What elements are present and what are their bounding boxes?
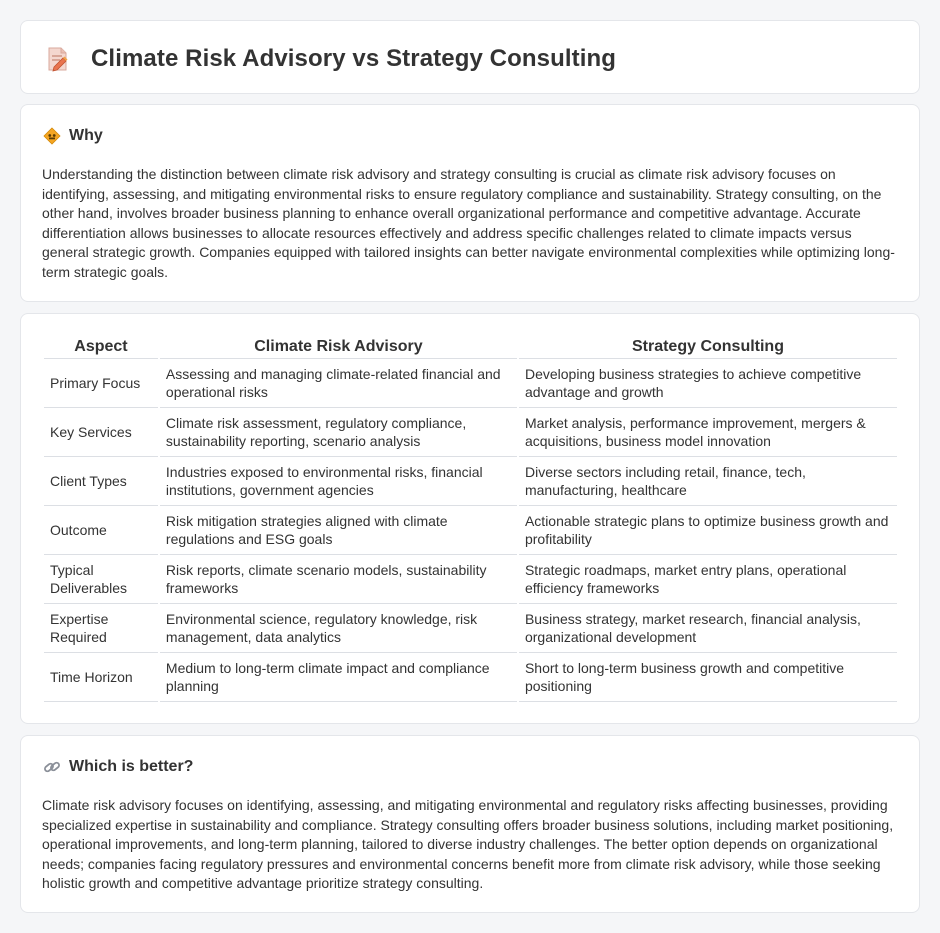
climate-risk-cell: Assessing and managing climate-related financial and operational risks [160, 359, 517, 408]
climate-risk-cell: Risk reports, climate scenario models, sustainability frameworks [160, 555, 517, 604]
header-aspect: Aspect [44, 334, 158, 359]
document-pencil-icon [43, 45, 71, 73]
table-row [44, 506, 897, 555]
aspect-cell: Expertise Required [44, 604, 158, 653]
why-text: Understanding the distinction between climate risk advisory and strategy consulting is crucial as climate risk advisory focuses on identifying, assessing, and mitigating environmental risks to ensure regulatory compliance and sustainability. Strategy consulting, on the other hand, involves broader business planning to enhance overall organizational performance and competitive advantage. Accurate differentiation allows businesses to allocate resources effectively and address specific challenges related to climate impacts versus general strategic growth. Companies equipped with tailored insights can better navigate environmental complexities while optimizing long-term strategic goals. [42, 166, 895, 280]
climate-risk-cell: Environmental science, regulatory knowledge, risk management, data analytics [160, 604, 517, 653]
warning-sign-icon [43, 127, 61, 145]
page-title: Climate Risk Advisory vs Strategy Consulting [91, 45, 616, 72]
why-card [20, 104, 920, 302]
climate-risk-cell: Risk mitigation strategies aligned with climate regulations and ESG goals [160, 506, 517, 555]
strategy-cell: Strategic roadmaps, market entry plans, operational efficiency frameworks [519, 555, 897, 604]
strategy-cell: Developing business strategies to achieve competitive advantage and growth [519, 359, 897, 408]
strategy-cell: Short to long-term business growth and competitive positioning [519, 653, 897, 702]
table-row [44, 555, 897, 604]
comparison-table-card [20, 313, 920, 724]
better-heading-row [43, 758, 193, 776]
climate-risk-cell: Industries exposed to environmental risks, financial institutions, government agencies [160, 457, 517, 506]
link-icon [43, 758, 61, 776]
better-text: Climate risk advisory focuses on identifying, assessing, and mitigating environmental and regulatory risks affecting businesses, providing specialized expertise in sustainability and compliance. Strategy consulting offers broader business solutions, including market positioning, operational improvements, and long-term planning, tailored to diverse industry challenges. The better option depends on organizational needs; companies facing regulatory pressures and environmental concerns benefit more from climate risk advisory, while those seeking holistic growth and competitive advantage prioritize strategy consulting. [42, 797, 894, 891]
table-row [44, 457, 897, 506]
strategy-cell: Actionable strategic plans to optimize business growth and profitability [519, 506, 897, 555]
climate-risk-cell: Medium to long-term climate impact and compliance planning [160, 653, 517, 702]
why-heading: Why [69, 127, 103, 144]
table-header-row [44, 334, 897, 359]
aspect-cell: Time Horizon [44, 653, 158, 702]
climate-risk-cell: Climate risk assessment, regulatory compliance, sustainability reporting, scenario analysis [160, 408, 517, 457]
header-climate-risk-advisory: Climate Risk Advisory [160, 334, 517, 359]
aspect-cell: Typical Deliverables [44, 555, 158, 604]
table-row [44, 653, 897, 702]
aspect-cell: Primary Focus [44, 359, 158, 408]
strategy-cell: Diverse sectors including retail, finance, tech, manufacturing, healthcare [519, 457, 897, 506]
better-heading: Which is better? [69, 758, 194, 775]
title-row [43, 45, 616, 73]
table-row [44, 604, 897, 653]
which-is-better-card [20, 735, 920, 913]
header-strategy-consulting: Strategy Consulting [519, 334, 897, 359]
comparison-table [42, 334, 899, 702]
table-row [44, 359, 897, 408]
strategy-cell: Business strategy, market research, financial analysis, organizational development [519, 604, 897, 653]
aspect-cell: Client Types [44, 457, 158, 506]
aspect-cell: Outcome [44, 506, 158, 555]
why-heading-row [43, 127, 103, 145]
table-row [44, 408, 897, 457]
aspect-cell: Key Services [44, 408, 158, 457]
header-card [20, 20, 920, 94]
strategy-cell: Market analysis, performance improvement, mergers & acquisitions, business model innovation [519, 408, 897, 457]
